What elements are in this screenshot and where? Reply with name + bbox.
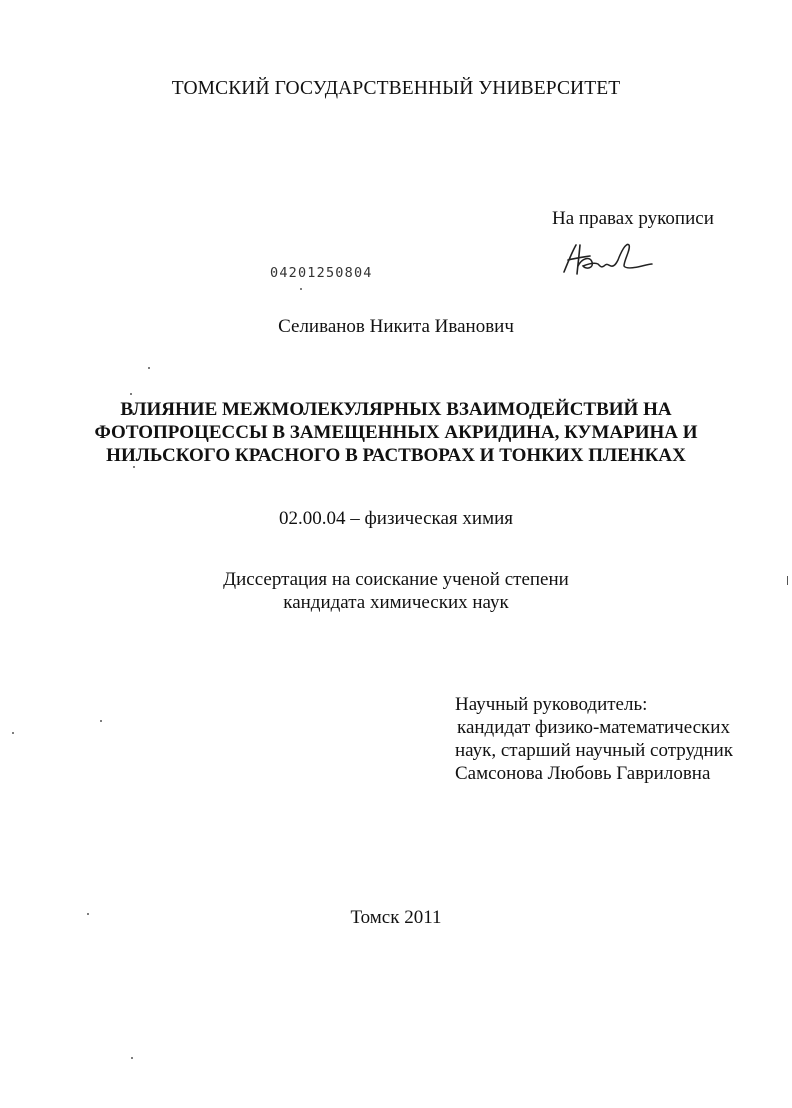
- degree-line-1: Диссертация на соискание ученой степени: [223, 569, 569, 590]
- scan-speck: [787, 576, 788, 585]
- scan-speck: [100, 720, 102, 722]
- city-year: Томск 2011: [350, 907, 442, 928]
- dissertation-title-line-1: ВЛИЯНИЕ МЕЖМОЛЕКУЛЯРНЫХ ВЗАИМОДЕЙСТВИЙ НА: [120, 399, 672, 420]
- supervisor-label: Научный руководитель:: [455, 694, 648, 715]
- manuscript-note: На правах рукописи: [552, 208, 714, 229]
- registry-number: 04201250804: [270, 265, 373, 281]
- dissertation-title-line-2: ФОТОПРОЦЕССЫ В ЗАМЕЩЕННЫХ АКРИДИНА, КУМАРИНА И: [94, 422, 698, 443]
- author-name: Селиванов Никита Иванович: [278, 316, 514, 337]
- dissertation-title-line-3: НИЛЬСКОГО КРАСНОГО В РАСТВОРАХ И ТОНКИХ ПЛЕНКАХ: [106, 445, 686, 466]
- scan-speck: [12, 732, 14, 734]
- specialty-code: 02.00.04 – физическая химия: [278, 508, 513, 529]
- scan-speck: [133, 466, 135, 468]
- scan-speck: [131, 1057, 133, 1059]
- supervisor-line-2: наук, старший научный сотрудник: [455, 740, 734, 761]
- scan-speck: [87, 913, 89, 915]
- handwritten-signature: [556, 236, 656, 282]
- supervisor-name: Самсонова Любовь Гавриловна: [455, 763, 711, 784]
- university-name: ТОМСКИЙ ГОСУДАРСТВЕННЫЙ УНИВЕРСИТЕТ: [171, 78, 621, 99]
- scan-speck: [148, 367, 150, 369]
- scan-speck: [130, 393, 132, 395]
- supervisor-line-1: кандидат физико-математических: [457, 717, 730, 738]
- degree-line-2: кандидата химических наук: [283, 592, 509, 613]
- scan-speck: [300, 288, 302, 290]
